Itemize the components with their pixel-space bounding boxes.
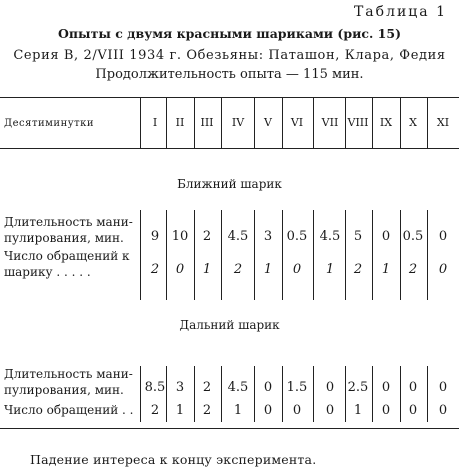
column-divider xyxy=(282,210,283,300)
near-manip-value: 4.5 xyxy=(227,229,249,244)
column-divider xyxy=(166,210,167,300)
column-divider xyxy=(140,366,141,422)
column-header: VIII xyxy=(347,116,369,129)
far-count-value: 1 xyxy=(353,403,363,418)
column-divider xyxy=(427,210,428,300)
column-header: I xyxy=(152,116,158,129)
near-count-value: 2 xyxy=(233,262,243,277)
column-divider xyxy=(427,366,428,422)
column-header: IV xyxy=(231,116,245,129)
far-manip-value: 0 xyxy=(263,380,273,395)
far-count-label xyxy=(4,402,133,418)
far-manip-label xyxy=(4,366,133,398)
near-manip-value: 2 xyxy=(202,229,212,244)
column-divider xyxy=(282,98,283,148)
near-count-value: 0 xyxy=(175,262,185,277)
near-count-value: 0 xyxy=(292,262,302,277)
near-manip-label xyxy=(4,214,133,246)
column-divider xyxy=(254,98,255,148)
table-top-rule xyxy=(0,97,459,98)
column-divider xyxy=(313,366,314,422)
column-header: II xyxy=(175,116,185,129)
table-number: Таблица 1 xyxy=(353,4,447,20)
near-count-label xyxy=(4,248,130,280)
column-header: V xyxy=(264,116,272,129)
far-count-value: 1 xyxy=(175,403,185,418)
near-manip-label-line1: Длительность мани- xyxy=(4,215,133,229)
near-count-value: 1 xyxy=(325,262,335,277)
far-count-value: 0 xyxy=(263,403,273,418)
column-divider xyxy=(221,366,222,422)
far-count-value: 0 xyxy=(325,403,335,418)
table-title: Опыты с двумя красными шариками (рис. 15) xyxy=(58,26,401,41)
near-count-value: 1 xyxy=(381,262,391,277)
column-divider xyxy=(345,210,346,300)
far-count-value: 0 xyxy=(292,403,302,418)
near-count-value: 2 xyxy=(150,262,160,277)
far-manip-value: 3 xyxy=(175,380,185,395)
near-count-value: 2 xyxy=(353,262,363,277)
column-divider xyxy=(221,98,222,148)
footnote: Падение интереса к концу эксперимента. xyxy=(30,452,317,467)
column-header: VII xyxy=(321,116,339,129)
near-manip-value: 5 xyxy=(353,229,363,244)
far-ball-heading: Дальний шарик xyxy=(179,318,280,332)
column-divider xyxy=(282,366,283,422)
far-manip-label-line1: Длительность мани- xyxy=(4,367,133,381)
far-manip-value: 0 xyxy=(438,380,448,395)
column-header: IX xyxy=(379,116,393,129)
near-count-value: 1 xyxy=(263,262,273,277)
far-count-value: 0 xyxy=(381,403,391,418)
near-manip-label-line2: пулирования, мин. xyxy=(4,231,124,245)
far-count-value: 0 xyxy=(438,403,448,418)
column-divider xyxy=(140,98,141,148)
far-manip-value: 2 xyxy=(202,380,212,395)
header-bottom-rule xyxy=(0,148,459,149)
column-divider xyxy=(427,98,428,148)
table-bottom-rule xyxy=(0,428,459,429)
column-divider xyxy=(372,98,373,148)
far-manip-value: 2.5 xyxy=(347,380,369,395)
far-count-value: 1 xyxy=(233,403,243,418)
far-count-value: 0 xyxy=(408,403,418,418)
column-header: XI xyxy=(436,116,450,129)
near-manip-value: 0 xyxy=(438,229,448,244)
column-divider xyxy=(140,210,141,300)
header-label: Десятиминутки xyxy=(4,118,95,129)
column-header: III xyxy=(200,116,214,129)
far-manip-value: 8.5 xyxy=(144,380,166,395)
near-count-value: 0 xyxy=(438,262,448,277)
column-divider xyxy=(254,210,255,300)
near-ball-heading: Ближний шарик xyxy=(177,177,282,191)
column-divider xyxy=(372,210,373,300)
near-manip-value: 0.5 xyxy=(402,229,424,244)
near-manip-value: 10 xyxy=(171,229,189,244)
far-manip-value: 4.5 xyxy=(227,380,249,395)
far-count-value: 2 xyxy=(202,403,212,418)
far-count-label-line1: Число обращений . . xyxy=(4,403,134,417)
near-count-label-line2: шарику . . . . . xyxy=(4,265,91,279)
column-divider xyxy=(221,210,222,300)
near-manip-value: 0 xyxy=(381,229,391,244)
far-manip-value: 0 xyxy=(408,380,418,395)
column-divider xyxy=(400,210,401,300)
near-manip-value: 3 xyxy=(263,229,273,244)
far-manip-value: 0 xyxy=(381,380,391,395)
near-count-value: 2 xyxy=(408,262,418,277)
near-manip-value: 9 xyxy=(150,229,160,244)
column-divider xyxy=(313,98,314,148)
series-line: Серия В, 2/VIII 1934 г. Обезьяны: Паташон, Клара, Федия xyxy=(13,48,446,63)
far-manip-value: 0 xyxy=(325,380,335,395)
column-divider xyxy=(194,210,195,300)
far-count-value: 2 xyxy=(150,403,160,418)
far-manip-value: 1.5 xyxy=(286,380,308,395)
near-count-label-line1: Число обращений к xyxy=(4,249,130,263)
duration-line: Продолжительность опыта — 115 мин. xyxy=(95,67,364,82)
column-header: VI xyxy=(290,116,304,129)
column-header: X xyxy=(409,116,417,129)
near-manip-value: 0.5 xyxy=(286,229,308,244)
column-divider xyxy=(313,210,314,300)
near-count-value: 1 xyxy=(202,262,212,277)
far-manip-label-line2: пулирования, мин. xyxy=(4,383,124,397)
near-manip-value: 4.5 xyxy=(319,229,341,244)
